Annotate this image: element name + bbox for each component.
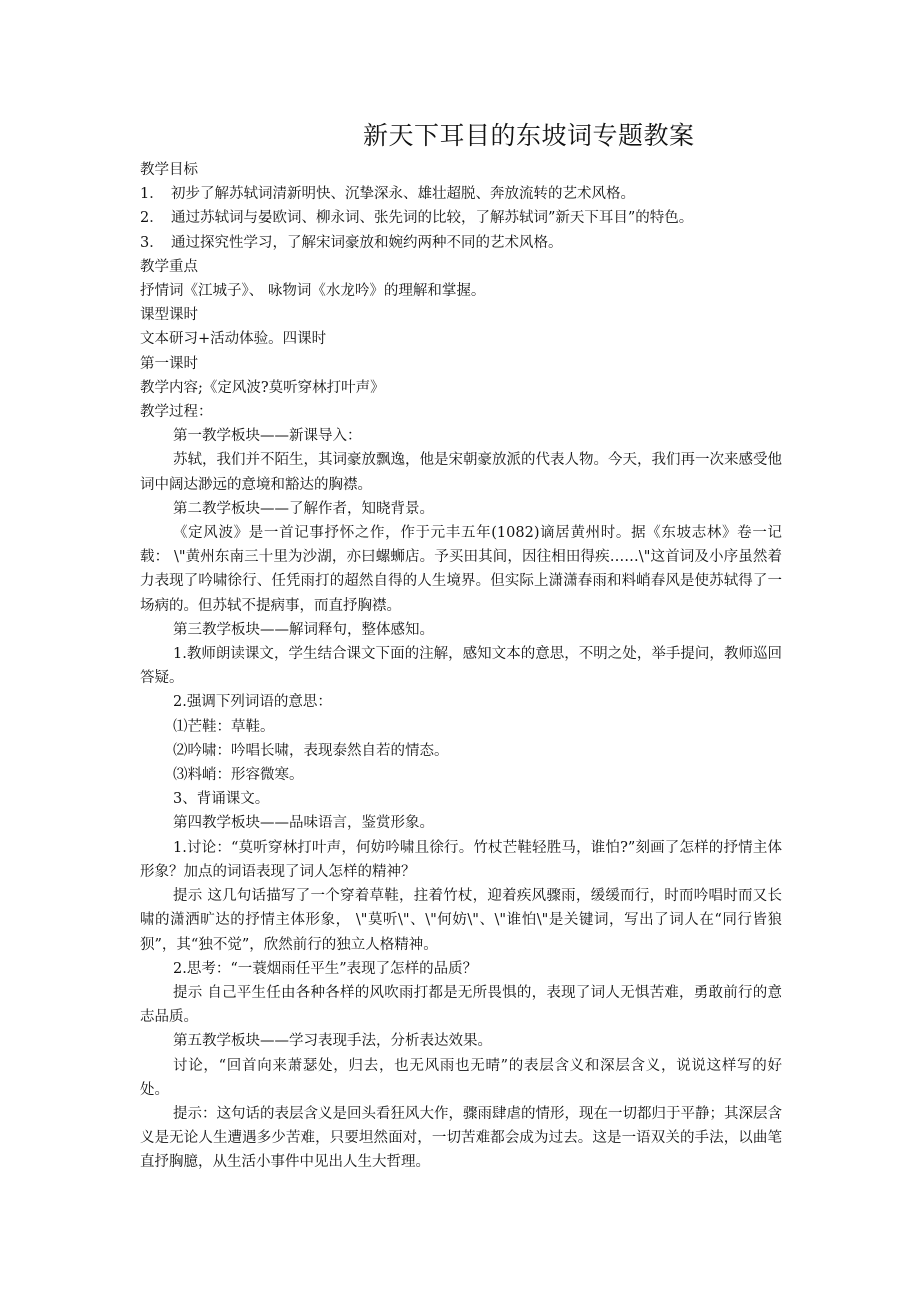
section-heading: 课型课时: [140, 307, 198, 324]
paragraph: 苏轼，我们并不陌生，其词豪放飘逸，他是宋朝豪放派的代表人物。今天，我们再一次来感受他词中阔达渺远的意境和豁达的胸襟。: [140, 452, 782, 493]
paragraph: 讨论，“回首向来萧瑟处，归去，也无风雨也无晴”的表层含义和深层含义，说说这样写的好处。: [140, 1057, 782, 1098]
section-heading: 教学过程：: [140, 404, 213, 421]
paragraph: 1.讨论：“莫听穿林打叶声，何妨吟啸且徐行。竹杖芒鞋轻胜马，谁怕?”刻画了怎样的抒情主体形象？加点的词语表现了词人怎样的精神？: [140, 839, 782, 880]
list-item: 1． 初步了解苏轼词清新明快、沉挚深永、雄壮超脱、奔放流转的艺术风格。: [140, 186, 635, 203]
section-heading: 教学目标: [140, 162, 198, 178]
paragraph: 3、背诵课文。: [173, 791, 270, 808]
document-body: [140, 158, 782, 1175]
list-item: ⑵吟啸：吟唱长啸，表现泰然自若的情态。: [173, 742, 449, 759]
page-title: 新天下耳目的东坡词专题教案: [363, 121, 695, 150]
paragraph: 2.强调下列词语的意思：: [173, 694, 332, 711]
block-heading: 第四教学板块——品味语言，鉴赏形象。: [173, 815, 434, 832]
section-heading: 第一课时: [140, 355, 198, 372]
paragraph: 2.思考：“一蓑烟雨任平生”表现了怎样的品质？: [173, 960, 478, 977]
list-item: 3． 通过探究性学习，了解宋词豪放和婉约两种不同的艺术风格。: [140, 234, 563, 251]
paragraph: 提示 这几句话描写了一个穿着草鞋，拄着竹杖，迎着疾风骤雨，缓缓而行，时而吟唱时而又长啸的潇洒旷达的抒情主体形象， \"莫听\"、\"何妨\"、\"谁怕\"是关键词，写出了词人在“同行皆狼狈”，其“独不觉”，欣然前行的独立人格精神。: [140, 888, 782, 953]
list-item: ⑶料峭：形容微寒。: [173, 767, 304, 784]
paragraph: 提示 自己平生任由各种各样的风吹雨打都是无所畏惧的，表现了词人无惧苦难，勇敢前行的意志品质。: [140, 984, 782, 1026]
paragraph: 提示：这句话的表层含义是回头看狂风大作，骤雨肆虐的情形，现在一切都归于平静；其深层含义是无论人生遭遇多少苦难，只要坦然面对，一切苦难都会成为过去。这是一语双关的手法，以曲笔直抒胸臆，从生活小事件中见出人生大哲理。: [140, 1105, 782, 1171]
block-heading: 第二教学板块——了解作者，知晓背景。: [173, 500, 434, 517]
paragraph: 1.教师朗读课文，学生结合课文下面的注解，感知文本的意思，不明之处，举手提问，教师巡回答疑。: [140, 646, 782, 687]
paragraph: 《定风波》是一首记事抒怀之作，作于元丰五年(1082)谪居黄州时。据《东坡志林》卷一记载： \"黄州东南三十里为沙湖，亦曰螺蛳店。予买田其间，因往相田得疾……\"这首词及小序虽然着力表现了吟啸徐行、任凭雨打的超然自得的人生境界。但实际上潇潇春雨和料峭春风是使苏轼得了一场病的。但苏轼不提病事，而直抒胸襟。: [140, 525, 782, 614]
block-heading: 第五教学板块——学习表现手法，分析表达效果。: [173, 1033, 492, 1050]
block-heading: 第三教学板块——解词释句，整体感知。: [173, 621, 434, 638]
list-item: ⑴芒鞋：草鞋。: [173, 718, 275, 735]
paragraph: 抒情词《江城子》、 咏物词《水龙吟》的理解和掌握。: [140, 283, 486, 300]
block-heading: 第一教学板块——新课导入：: [173, 428, 362, 445]
list-item: 2． 通过苏轼词与晏欧词、柳永词、张先词的比较，了解苏轼词”新天下耳目”的特色。: [140, 210, 694, 227]
paragraph: 教学内容;《定风波?莫听穿林打叶声》: [140, 379, 385, 396]
paragraph: 文本研习+活动体验。四课时: [140, 331, 327, 348]
section-heading: 教学重点: [140, 258, 198, 275]
